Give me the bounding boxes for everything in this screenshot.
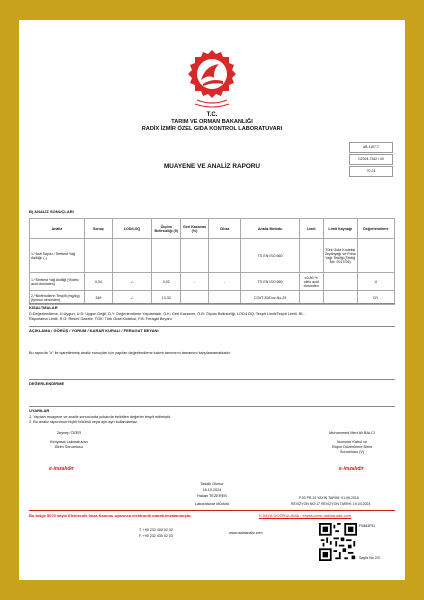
cell-deger [357, 239, 394, 273]
footer-verify-link[interactable]: E-İMZA DOĞRULAMA : ebyss-izmir.radixanaliz.com [259, 513, 352, 518]
results-section-title: B) ANALİZ SONUÇLARI [29, 209, 74, 214]
col-sonuc: Sonuç [84, 219, 112, 239]
footer-divider [29, 510, 395, 511]
left-signer-name: Zeynep ÖZER [56, 431, 82, 435]
cell-sonuc: 349 [84, 291, 112, 305]
cell-kaynak: Türk Gıda Kodeksi Zeytinyağı ve Prina Yağı Tebliği (Tebliğ No: 2017/26) [323, 239, 357, 273]
report-ref-2: G2024-7342 / 00 [349, 154, 393, 165]
comments-text: Bu raporda "#" ile işaretlenmiş analiz sonuçları için yapılan değerlendirme kalıntı tanımının tamamını karşılamamaktadır. [29, 351, 231, 355]
form-info-line-1: F.03 PR.19 YAYIN TARİHİ: 01.06.2016 [299, 496, 359, 500]
col-cihaz: Cihaz [208, 219, 241, 239]
approval-date: 18.10.2024 [202, 488, 222, 492]
cell-cihaz [208, 239, 241, 273]
cell-sonuc [84, 239, 112, 273]
ministry-heading: TARIM VE ORMAN BAKANLIĞI [171, 119, 253, 125]
results-table [29, 218, 395, 305]
evaluation-title: DEĞERLENDİRME [29, 379, 395, 386]
cell-kaynak [323, 273, 357, 291]
cell-limit: ≤0,80 % oleic acid cinsinden [299, 273, 323, 291]
warnings-title: UYARILAR [29, 406, 395, 413]
cell-lod: -/- [113, 291, 152, 305]
cell-lod [113, 239, 152, 273]
cell-deger: U [357, 273, 394, 291]
cell-geri [181, 239, 208, 273]
cell-sonuc: 0,34 [84, 273, 112, 291]
footer-doc-code: F0883F51 [359, 524, 376, 528]
footer-fax: F. +90 232 435 02 03 [139, 534, 173, 538]
cell-lod: -/- [113, 273, 152, 291]
ministry-logo [183, 48, 241, 110]
abbreviations-line-2: Raporlama Limiti, R.G: Resmî Gazete, TGK: Türk Gıda Kodeksi, F.B: Feragat Beyanı [29, 317, 172, 321]
country-heading: T.C. [206, 112, 218, 118]
col-kaynak: Limit Kaynağı [323, 219, 357, 239]
col-olcum: Ölçüm Belirsizliği (0) [152, 219, 181, 239]
cell-analiz: 2-*Biofenollerin Tespiti (mg/kg) (tyrosol cinsinden) [30, 291, 85, 305]
cell-limit [299, 239, 323, 273]
cell-olcum: 0,02 [152, 273, 181, 291]
footer-website[interactable]: www.radixanaliz.com [229, 531, 263, 535]
footer-phone: T. +90 232 400 02 02 [139, 528, 173, 532]
cell-olcum: 13,33 [152, 291, 181, 305]
footer-legal-notice: Bu belge 5070 sayılı Elektronik İmza Kanunu uyarınca elektronik olarak imzalanmıştır. [29, 513, 192, 518]
director-role: Laboratuvar Müdürü [194, 502, 230, 506]
cell-cihaz: - [208, 273, 241, 291]
right-signer-role-3: Sorumlusu (V) [339, 450, 365, 454]
report-ref-3: 70-24 [349, 166, 393, 177]
cell-metod: COI/T.20/Doc.No.29 [241, 291, 299, 305]
col-deger: Değerlendirme [357, 219, 394, 239]
col-lod: LOD/LOQ [113, 219, 152, 239]
approval-label: Tasdik Olunur [200, 482, 224, 486]
lab-heading: RADİX İZMİR ÖZEL GIDA KONTROL LABORATUVARI [141, 126, 283, 132]
abbreviations-title: KISALTMALAR [29, 303, 395, 310]
cell-analiz: 1-*Asit Sayısı / Serbest Yağ Asitliği: (-) [30, 239, 85, 273]
footer-page-number: Sayfa No 2/3 [359, 556, 380, 560]
director-name: Hakan TEZEREN [197, 494, 227, 498]
cell-metod: TS EN ISO 660 [241, 273, 299, 291]
cell-olcum [152, 239, 181, 273]
cell-analiz: 1-*Serbest Yağ Asitliği (%oleic acid cinsinden) [30, 273, 85, 291]
cell-geri: - [181, 273, 208, 291]
table-row [30, 239, 395, 273]
results-header-row [30, 219, 395, 239]
comments-title: AÇIKLAMA / GÖRÜŞ / YORUM / KARAR KURALI / FERAGAT BEYANI [29, 326, 395, 333]
col-limit: Limit [299, 219, 323, 239]
col-metod: Analiz Metodu [241, 219, 299, 239]
warnings-line-1: 1. Yapılan muayene ve analiz sonucunda yukarıda belirtilen değerler tespit edilmiştir. [29, 415, 171, 419]
col-analiz: Analiz [30, 219, 85, 239]
report-title: MUAYENE VE ANALİZ RAPORU [163, 163, 261, 170]
warnings-line-2: 2. Bu analiz raporunun hiçbir bölümü veya ayrı ayrı kullanılamaz. [29, 420, 138, 424]
col-geri: Geri Kazanım (%) [181, 219, 208, 239]
cell-deger: DY [357, 291, 394, 305]
right-signer-name: Muhammed Mert Ali BALCI [329, 431, 375, 435]
left-esign-mark: e-imzalıdır [49, 466, 74, 472]
left-signer-role-2: Birim Sorumlusu [55, 445, 83, 449]
report-page [19, 20, 405, 580]
right-signer-role-1: Numune Kabul ve [336, 440, 368, 444]
right-esign-mark: e-imzalıdır [339, 466, 364, 472]
left-signer-role-1: Kimyasal Laboratuvarı [50, 440, 88, 444]
abbreviations-line-1: D:Değerlendirme, U:Uygun, U.D: Uygun Değil, D.Y: Değerlendirme Yapılamadı, G.K: Geri Kazanım, Ö.B: Ölçüm Belirsizliği, LOD/LOQ: Tespit Limiti/Tespit Limiti. RL: [29, 312, 305, 316]
verification-qr-code [319, 523, 357, 561]
right-signer-role-2: Rapor Düzenleme Birim [331, 445, 373, 449]
form-info-line-2: REVİZYON NO:17 REVİZYON TARİHİ: 19.04.2024 [291, 502, 371, 506]
report-ref-1: AB-1197-T [349, 142, 393, 153]
table-row [30, 273, 395, 291]
cell-metod: TS EN ISO 660 [241, 239, 299, 273]
